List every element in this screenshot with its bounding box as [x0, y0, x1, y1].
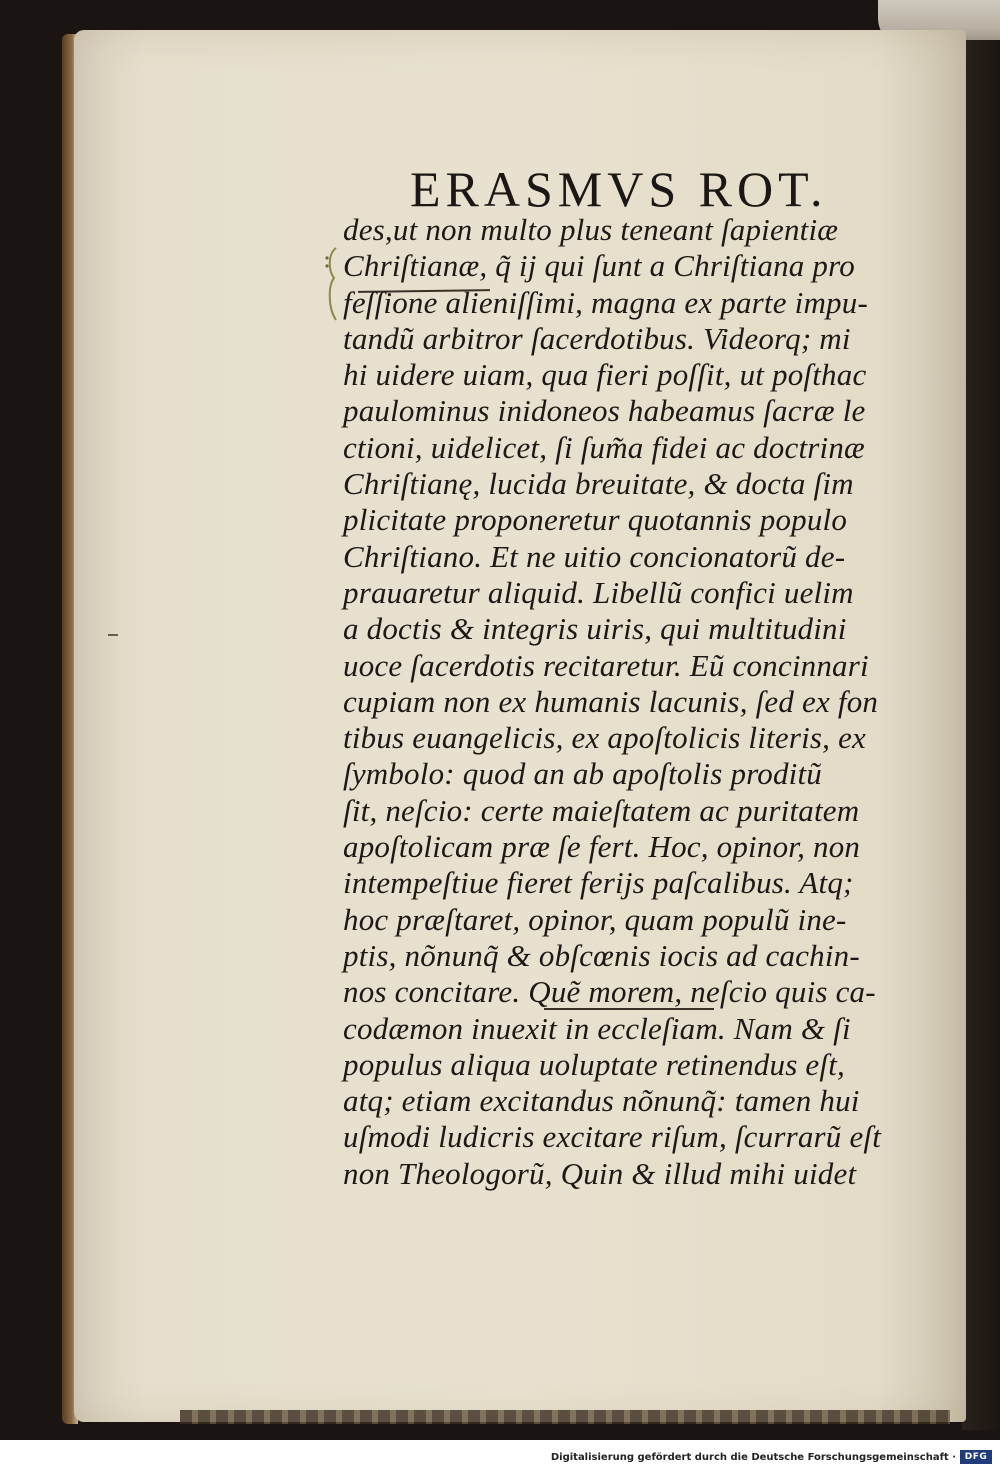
- text-line: ſit, neſcio: certe maieſtatem ac puritatem: [343, 792, 860, 828]
- text-line: plicitate proponeretur quotannis populo: [343, 502, 848, 538]
- text-line: tibus euangelicis, ex apoſtolicis literis, ex: [343, 720, 866, 756]
- book-gutter: [962, 40, 1000, 1430]
- text-line: feſſione alieniſſimi, magna ex parte impu-: [343, 284, 868, 320]
- marginal-bracket-icon: [322, 244, 344, 324]
- text-line: hoc præſtaret, opinor, quam populũ ine-: [343, 901, 847, 937]
- text-line: non Theologorũ, Quin & illud mihi uidet: [343, 1155, 857, 1191]
- page-bottom-edge: [180, 1410, 950, 1424]
- funding-credit: Digitalisierung gefördert durch die Deutsche Forschungsgemeinschaft ·: [550, 1452, 956, 1463]
- text-line: ctioni, uidelicet, ſi ſum̃a fidei ac doctrinæ: [343, 429, 865, 465]
- text-line: apoſtolicam præ ſe fert. Hoc, opinor, non: [343, 829, 861, 865]
- text-line: Chriſtianę, lucida breuitate, & docta ſim: [343, 466, 854, 502]
- body-text: [343, 212, 943, 1192]
- text-line: uoce ſacerdotis recitaretur. Eũ concinnari: [343, 647, 869, 683]
- text-line: des,ut non multo plus teneant ſapientiæ: [343, 212, 839, 247]
- text-line: hi uidere uiam, qua fieri poſſit, ut poſthac: [343, 357, 867, 393]
- text-line: codæmon inuexit in eccleſiam. Nam & ſi: [343, 1010, 851, 1046]
- text-line: Chriſtiano. Et ne uitio concionatorũ de-: [343, 538, 846, 574]
- text-line: cupiam non ex humanis lacunis, ſed ex fon: [343, 683, 879, 719]
- text-line: a doctis & integris uiris, qui multitudini: [343, 611, 847, 647]
- text-line: Chriſtianæ, q̃ ij qui ſunt a Chriſtiana pro: [343, 248, 855, 284]
- text-line: ptis, nõnunq̃ & obſcœnis iocis ad cachin-: [343, 937, 860, 973]
- text-line: uſmodi ludicris excitare riſum, ſcurrarũ eſt: [343, 1119, 882, 1155]
- margin-mark: [108, 634, 118, 636]
- dfg-logo: DFG: [960, 1450, 992, 1464]
- running-head: ERASMVS ROT.: [410, 161, 828, 217]
- text-line: populus aliqua uoluptate retinendus eſt,: [343, 1046, 845, 1082]
- text-line: ſymbolo: quod an ab apoſtolis proditũ: [343, 756, 822, 792]
- text-line: intempeſtiue fieret ferijs paſcalibus. Atq;: [343, 865, 854, 901]
- text-line: nos concitare. Quẽ morem, neſcio quis ca-: [343, 974, 876, 1010]
- text-line: tandũ arbitror ſacerdotibus. Videorq; mi: [343, 320, 851, 356]
- text-line: prauaretur aliquid. Libellũ confici uelim: [343, 574, 854, 610]
- text-line: atq; etiam excitandus nõnunq̃: tamen hui: [343, 1083, 860, 1119]
- text-line: paulominus inidoneos habeamus ſacræ le: [343, 393, 866, 429]
